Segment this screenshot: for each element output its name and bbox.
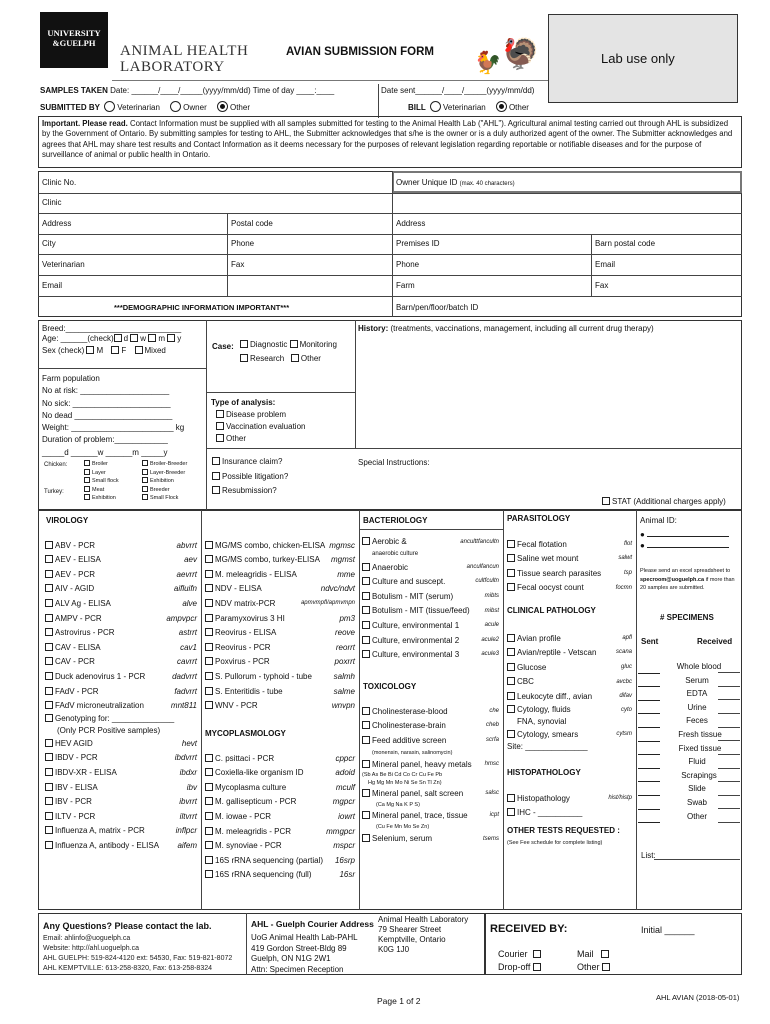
sick-field[interactable]: No sick: ______________________: [42, 398, 171, 408]
broiler-breeder-check[interactable]: [142, 460, 148, 466]
other-tests-heading: OTHER TESTS REQUESTED :: [507, 826, 620, 835]
sex-mixed-label: Mixed: [144, 346, 166, 355]
test-row[interactable]: IBDV-XR - ELISA ibdxr: [45, 765, 197, 780]
specimen-row[interactable]: Fixed tissue: [638, 742, 742, 756]
specimen-row[interactable]: Serum: [638, 674, 742, 688]
test-row[interactable]: Coxiella-like organism ID adoid: [205, 766, 355, 781]
questions-heading: Any Questions? Please contact the lab.: [43, 921, 212, 931]
date-sent-field[interactable]: Date sent______/____/_____(yyyy/mm/dd): [381, 86, 535, 95]
test-row[interactable]: Histopathology hist/histp: [507, 791, 632, 806]
sex-f-check[interactable]: [111, 346, 119, 354]
special-instructions-field[interactable]: Special Instructions:: [358, 458, 430, 467]
test-row[interactable]: S. Enteritidis - tube salme: [205, 684, 355, 699]
age-w-label: w: [140, 334, 147, 343]
received-col: Received: [697, 637, 733, 646]
test-row[interactable]: IHC - __________: [507, 806, 632, 821]
bacteriology-list: [362, 536, 499, 662]
kemptville-line: 79 Shearer Street: [378, 925, 442, 934]
barn-id-field[interactable]: Barn/pen/floor/batch ID: [396, 303, 479, 312]
litigation-check[interactable]: [212, 472, 220, 480]
courier-heading: AHL - Guelph Courier Address: [251, 919, 374, 929]
broiler-check[interactable]: [84, 460, 90, 466]
case-research-check[interactable]: [240, 354, 248, 362]
other-check[interactable]: [602, 963, 610, 971]
important-notice: [38, 116, 742, 168]
sent-col: Sent: [641, 637, 659, 646]
test-row[interactable]: NDV matrix-PCR apmvmpfl/apmvmpn: [205, 596, 355, 611]
history-label: History:: [358, 324, 389, 333]
radio-owner-label: Owner: [183, 103, 207, 112]
address-field[interactable]: Address: [42, 219, 72, 228]
exhibition-label: Exhibition: [92, 495, 116, 502]
owner-id-label: Owner Unique ID: [396, 178, 458, 187]
case-options-row2: [240, 354, 321, 363]
sex-f-label: F: [121, 346, 127, 355]
type-options: [216, 409, 305, 445]
test-row[interactable]: 16S rRNA sequencing (partial) 16srp: [205, 853, 355, 868]
test-row[interactable]: Mycoplasma culture mculf: [205, 780, 355, 795]
meat-label: Meat: [92, 486, 105, 493]
age-d-label: d: [123, 334, 129, 343]
lab-name-line1: ANIMAL HEALTH: [120, 43, 249, 59]
breed-field[interactable]: Breed:__________________________: [42, 324, 182, 333]
broiler-label: Broiler: [92, 461, 108, 467]
meat-check[interactable]: [84, 486, 90, 492]
farm-pop-block: [42, 373, 184, 459]
case-diagnostic-check[interactable]: [240, 340, 248, 348]
test-row[interactable]: MG/MS combo, turkey-ELISA mgmst: [205, 553, 355, 568]
university-logo: UNIVERSITY &GUELPH: [40, 12, 108, 68]
test-row[interactable]: M. iowae - PCR iowrt: [205, 809, 355, 824]
specimen-row[interactable]: EDTA: [638, 687, 742, 701]
clinic-field[interactable]: Clinic: [42, 198, 62, 207]
insurance-check[interactable]: [212, 457, 220, 465]
type-vaccination-label: Vaccination evaluation: [226, 422, 306, 431]
footer-contact-lines: [43, 934, 232, 974]
test-row[interactable]: AIV - AGID aifluifn: [45, 582, 197, 597]
stat-label: STAT (Additional charges apply): [612, 497, 726, 506]
test-row[interactable]: M. synoviae - PCR mspcr: [205, 839, 355, 854]
bill-row: [408, 101, 529, 112]
farm-pop-label: Farm population: [42, 374, 100, 383]
test-row[interactable]: Feed additive screen scrfa: [362, 733, 499, 748]
myco-list: [205, 751, 355, 882]
kemptville-line: Animal Health Laboratory: [378, 915, 469, 924]
layer-label: Layer: [92, 469, 106, 476]
test-row[interactable]: FAdV - PCR fadvrrt: [45, 684, 197, 699]
test-row[interactable]: Cytology, fluids cyto: [507, 704, 632, 716]
test-row[interactable]: IBV - PCR ibvrrt: [45, 795, 197, 810]
toxicology-heading: TOXICOLOGY: [363, 682, 417, 691]
lab-use-label: Lab use only: [601, 51, 675, 66]
case-research-label: Research: [250, 354, 285, 363]
footer-kemptville: AHL KEMPTVILLE: 613-258-8320, Fax: 613-258-8324: [43, 965, 213, 972]
specimen-row[interactable]: Fresh tissue: [638, 728, 742, 742]
age-d-check[interactable]: [114, 334, 122, 342]
bacteriology-heading: BACTERIOLOGY: [363, 516, 428, 525]
test-row[interactable]: Avian/reptile - Vetscan scana: [507, 646, 632, 661]
test-row[interactable]: Cytology, smears cytsm: [507, 728, 632, 741]
virology-heading: VIROLOGY: [46, 516, 89, 525]
test-row[interactable]: 16S rRNA sequencing (full) 16sr: [205, 868, 355, 883]
layer-breeder-check[interactable]: [142, 469, 148, 475]
age-m-check[interactable]: [148, 334, 156, 342]
age-w-check[interactable]: [130, 334, 138, 342]
test-row[interactable]: Avian profile apfl: [507, 631, 632, 646]
farm-phone-field[interactable]: Phone: [396, 260, 420, 269]
test-row[interactable]: Botulism - MIT (serum) mibts: [362, 589, 499, 604]
test-row[interactable]: HEV AGID hevt: [45, 736, 197, 751]
test-row[interactable]: FAdV microneutralization mnt811: [45, 699, 197, 714]
test-row[interactable]: ILTV - PCR iltvrrt: [45, 809, 197, 824]
dropoff-label: Drop-off: [498, 962, 531, 972]
samples-taken-label: SAMPLES TAKEN: [40, 86, 108, 95]
test-note: Hg Mg Mn Mo Ni Se Sn Tl Zn): [368, 780, 442, 787]
dead-field[interactable]: No dead ______________________: [42, 410, 173, 420]
spreadsheet-note: Please send an excel spreadsheet to specroom@uoguelph.ca if more than 20 samples are submitted.: [640, 568, 735, 591]
type-disease-label: Disease problem: [226, 410, 287, 419]
test-row[interactable]: Influenza A, antibody - ELISA aifem: [45, 838, 197, 853]
footer-email[interactable]: Email: ahlinfo@uoguelph.ca: [43, 935, 131, 942]
other-label: Other: [577, 962, 600, 972]
test-row[interactable]: M. meleagridis - ELISA mme: [205, 567, 355, 582]
email-field[interactable]: Email: [42, 281, 63, 290]
mail-label: Mail: [577, 949, 594, 959]
histopathology-heading: HISTOPATHOLOGY: [507, 768, 581, 777]
demographic-notice: ***DEMOGRAPHIC INFORMATION IMPORTANT***: [114, 303, 290, 312]
owner-id-field[interactable]: [396, 178, 515, 188]
exhibition-check[interactable]: [84, 494, 90, 500]
small-flock-check[interactable]: [84, 477, 90, 483]
clinic-no-field[interactable]: Clinic No.: [42, 178, 77, 187]
sex-row: [42, 346, 166, 355]
specimen-row[interactable]: Whole blood: [638, 660, 742, 674]
test-row[interactable]: Leukocyte diff., avian difav: [507, 689, 632, 704]
stat-check[interactable]: [602, 497, 610, 505]
weight-field[interactable]: Weight: _______________________ kg: [42, 423, 185, 433]
radio-owner[interactable]: [170, 101, 181, 112]
toxicology-list: [362, 704, 499, 846]
test-row[interactable]: WNV - PCR wnvpn: [205, 699, 355, 714]
test-row[interactable]: Cholinesterase-brain cheb: [362, 719, 499, 734]
test-row[interactable]: Reovirus - PCR reorrt: [205, 640, 355, 655]
age-row: [42, 334, 181, 343]
age-field[interactable]: Age: ______(check): [42, 334, 114, 343]
test-row[interactable]: CAV - PCR cavrrt: [45, 655, 197, 670]
test-row[interactable]: Tissue search parasites tsp: [507, 566, 632, 581]
test-row[interactable]: Culture, environmental 1 acule: [362, 618, 499, 633]
test-row[interactable]: AEV - PCR aevrrt: [45, 567, 197, 582]
received-options: [498, 948, 543, 974]
turkey-icon: 🦃: [502, 38, 540, 71]
initial-field[interactable]: Initial ______: [641, 925, 695, 935]
bird-icon: 🐓: [474, 50, 502, 75]
type-label: Type of analysis:: [211, 398, 276, 407]
test-row[interactable]: Mineral panel, trace, tissue icpt: [362, 810, 499, 822]
test-row[interactable]: IBV - ELISA ibv: [45, 780, 197, 795]
chicken-label: Chicken:: [44, 462, 68, 468]
histo-list: [507, 791, 632, 820]
test-row[interactable]: Poxvirus - PCR poxrrt: [205, 655, 355, 670]
case-monitoring-label: Monitoring: [299, 340, 337, 349]
owner-id-note: (max. 40 characters): [459, 181, 515, 187]
myco-heading: MYCOPLASMOLOGY: [205, 729, 286, 738]
type-vaccination-check[interactable]: [216, 422, 224, 430]
exhibition2-check[interactable]: [142, 477, 148, 483]
footer-website[interactable]: Website: http://ahl.uoguelph.ca: [43, 945, 139, 952]
test-row[interactable]: Culture, environmental 3 acule3: [362, 648, 499, 663]
phone-field[interactable]: Phone: [231, 239, 255, 248]
sex-m-label: M: [96, 346, 104, 355]
specimen-row[interactable]: Urine: [638, 701, 742, 715]
case-other-check[interactable]: [291, 354, 299, 362]
test-row[interactable]: Fecal flotation flot: [507, 537, 632, 552]
claim-options: [212, 455, 288, 499]
test-row[interactable]: MG/MS combo, chicken-ELISA mgmsc: [205, 538, 355, 553]
case-other-label: Other: [300, 354, 321, 363]
sex-m-check[interactable]: [86, 346, 94, 354]
test-row[interactable]: Aerobic & anculttfancultn: [362, 536, 499, 548]
specimen-row[interactable]: Feces: [638, 714, 742, 728]
kemptville-address: [378, 915, 468, 955]
type-disease-check[interactable]: [216, 410, 224, 418]
radio-other[interactable]: [217, 101, 228, 112]
test-row[interactable]: Astrovirus - PCR astrrt: [45, 626, 197, 641]
test-row[interactable]: Influenza A, matrix - PCR inflpcr: [45, 824, 197, 839]
duration-units-field[interactable]: _____d ______w ______m _____y: [42, 447, 168, 457]
mail-check[interactable]: [601, 950, 609, 958]
insurance-label: Insurance claim?: [222, 457, 283, 466]
bill-vet-label: Veterinarian: [443, 103, 486, 112]
kemptville-line: K0G 1J0: [378, 945, 410, 954]
barn-postal-field[interactable]: Barn postal code: [595, 239, 656, 248]
case-monitoring-check[interactable]: [290, 340, 298, 348]
resubmission-label: Resubmission?: [222, 486, 277, 495]
test-row[interactable]: S. Pullorum - typhoid - tube salmh: [205, 669, 355, 684]
case-diagnostic-label: Diagnostic: [250, 340, 288, 349]
history-note: (treatments, vaccinations, management, including all current drug therapy): [388, 324, 654, 333]
specimen-row[interactable]: Other: [638, 810, 742, 824]
exhibition2-label: Exhibition: [150, 478, 174, 485]
sex-mixed-check[interactable]: [135, 346, 143, 354]
footer-guelph: AHL GUELPH: 519-824-4120 ext: 54530, Fax: 519-821-8072: [43, 955, 233, 962]
date-taken-field[interactable]: Date: ______/____/_____(yyyy/mm/dd) Time of day ____:____: [110, 86, 335, 95]
age-y-label: y: [177, 334, 182, 343]
specimen-row[interactable]: Slide: [638, 782, 742, 796]
test-row[interactable]: AEV - ELISA aev: [45, 553, 197, 568]
bill-radio-other[interactable]: [496, 101, 507, 112]
dropoff-check[interactable]: [533, 963, 541, 971]
courier-line: UoG Animal Health Lab-PAHL: [251, 933, 358, 942]
test-row[interactable]: Duck adenovirus 1 - PCR dadvrrt: [45, 669, 197, 684]
test-row[interactable]: CBC avcbc: [507, 675, 632, 690]
bill-other-label: Other: [508, 103, 529, 112]
farm-address-field[interactable]: Address: [396, 219, 426, 228]
case-label: Case:: [212, 342, 234, 351]
broiler-breeder-label: Broiler-Breeder: [150, 461, 188, 467]
vet-field[interactable]: Veterinarian: [42, 260, 85, 269]
test-row[interactable]: Cholinesterase-blood che: [362, 704, 499, 719]
type-other-check[interactable]: [216, 434, 224, 442]
chicken-options: [84, 460, 119, 503]
test-note: (Ca Mg Na K P S): [376, 801, 420, 808]
litigation-label: Possible litigation?: [222, 471, 289, 481]
farm-fax-field[interactable]: Fax: [595, 281, 609, 290]
city-field[interactable]: City: [42, 239, 56, 248]
chicken-options-2: [142, 460, 187, 503]
test-note: (Cu Fe Mn Mo Se Zn): [376, 823, 430, 830]
test-row[interactable]: Culture, environmental 2 acule2: [362, 633, 499, 648]
test-row[interactable]: Paramyxovirus 3 HI pm3: [205, 611, 355, 626]
small-flock-label: Small flock: [92, 478, 119, 485]
page-number: Page 1 of 2: [377, 996, 421, 1006]
bill-label: BILL: [408, 103, 426, 112]
test-row[interactable]: Glucose gluc: [507, 660, 632, 675]
duration-field[interactable]: Duration of problem:____________: [42, 435, 168, 445]
layer-check[interactable]: [84, 469, 90, 475]
clinical-list: [507, 631, 632, 753]
test-row[interactable]: M. gallisepticum - PCR mgpcr: [205, 795, 355, 810]
test-row[interactable]: Fecal oocyst count focmn: [507, 581, 632, 596]
test-row[interactable]: Mineral panel, heavy metals hmsc: [362, 759, 499, 771]
animal-id-bullets[interactable]: ● ●: [640, 529, 729, 551]
test-note: (Sb As Be Bi Cd Co Cr Cu Fe Pb: [362, 771, 443, 778]
test-row[interactable]: C. psittaci - PCR cppcr: [205, 751, 355, 766]
courier-label: Courier: [498, 949, 528, 959]
breeder-check[interactable]: [142, 486, 148, 492]
test-row[interactable]: IBDV - PCR ibdvrrt: [45, 751, 197, 766]
courier-line: Guelph, ON N1G 2W1: [251, 954, 331, 963]
bill-radio-vet[interactable]: [430, 101, 441, 112]
sex-label: Sex (check): [42, 346, 85, 355]
courier-line: Attn: Specimen Reception: [251, 964, 344, 974]
specroom-email[interactable]: specroom@uoguelph.ca: [640, 576, 705, 583]
type-other-label: Other: [226, 434, 247, 443]
test-note: (Only PCR Positive samples): [57, 725, 161, 735]
test-row[interactable]: Saline wet mount salwt: [507, 552, 632, 567]
submitted-by-row: [40, 101, 250, 112]
test-row[interactable]: Anaerobic anculfancun: [362, 560, 499, 575]
submitted-by-label: SUBMITTED BY: [40, 103, 100, 112]
history-field[interactable]: [358, 324, 654, 333]
form-code: AHL AVIAN (2018-05-01): [656, 993, 740, 1002]
premises-field[interactable]: Premises ID: [396, 239, 440, 248]
received-heading: RECEIVED BY:: [490, 923, 568, 935]
courier-check[interactable]: [533, 950, 541, 958]
specimen-row[interactable]: Fluid: [638, 755, 742, 769]
test-note: (monensin, narasin, salinomycin): [372, 750, 453, 757]
test-row[interactable]: ALV Ag - ELISA alve: [45, 596, 197, 611]
test-note: anaerobic culture: [372, 550, 419, 557]
at-risk-field[interactable]: No at risk: ____________________: [42, 386, 170, 396]
kemptville-line: Kemptville, Ontario: [378, 935, 446, 944]
specimen-row[interactable]: Swab: [638, 796, 742, 810]
samples-taken-row: [40, 86, 334, 95]
radio-other-label: Other: [229, 103, 250, 112]
fax-field[interactable]: Fax: [231, 260, 245, 269]
specimens-list: [638, 660, 742, 823]
age-y-check[interactable]: [167, 334, 175, 342]
stat-row: [602, 497, 726, 506]
breeder-label: Breeder: [150, 486, 170, 493]
courier-line: 419 Gordon Street-Bldg 89: [251, 943, 347, 953]
parasitology-heading: PARASITOLOGY: [507, 514, 571, 523]
small-flock2-label: Small Flock: [150, 495, 179, 502]
important-text: Contact Information must be supplied with all samples submitted for testing to the Animal Health Lab ("AHL"). Agricultural animal testing carried out through AHL is subsidized by the Government of Ontario. By submitting samples for testing to AHL, the Submitter acknowledges that s/he is the owner or is a duly authorized agent of the owner. The Submitter acknowledges and agrees that AHL may share test results and Contact Information as it deems necessary for the purposes of relevant legislation regarding reportable or notifiable diseases and for the purpose of surveillance of animal or public health in Ontario.: [42, 119, 733, 159]
radio-vet-label: Veterinarian: [117, 103, 160, 112]
virology-list-2: [205, 538, 355, 713]
test-row[interactable]: Selenium, serum tsems: [362, 832, 499, 847]
test-note: FNA, synovial: [517, 717, 567, 727]
other-tests-note: (See Fee schedule for complete listing): [507, 840, 603, 846]
list-field[interactable]: List:: [641, 851, 656, 860]
received-options-2: [577, 948, 612, 974]
test-row[interactable]: Mineral panel, salt screen salsc: [362, 788, 499, 800]
age-m-label: m: [158, 334, 165, 343]
specimen-row[interactable]: Scrapings: [638, 769, 742, 783]
test-row[interactable]: Reovirus - ELISA reove: [205, 626, 355, 641]
case-options-row1: [240, 340, 337, 349]
form-title: AVIAN SUBMISSION FORM: [286, 46, 435, 58]
postal-field[interactable]: Postal code: [231, 219, 273, 228]
animal-id-label: Animal ID:: [640, 516, 677, 525]
turkey-label: Turkey:: [44, 489, 64, 495]
lab-name: [120, 44, 248, 76]
resubmission-check[interactable]: [212, 486, 220, 494]
test-row[interactable]: Culture and suscept. cultfcultn: [362, 575, 499, 590]
test-row[interactable]: NDV - ELISA ndvc/ndvt: [205, 582, 355, 597]
radio-vet[interactable]: [104, 101, 115, 112]
test-row[interactable]: CAV - ELISA cav1: [45, 640, 197, 655]
courier-address: [251, 933, 358, 975]
test-row[interactable]: Genotyping for: ______________: [45, 713, 197, 724]
virology-list: [45, 538, 197, 853]
farm-field[interactable]: Farm: [396, 281, 415, 290]
lab-name-line2: LABORATORY: [120, 58, 225, 75]
test-row[interactable]: AMPV - PCR ampvpcr: [45, 611, 197, 626]
specimens-heading: # SPECIMENS: [660, 613, 714, 622]
layer-breeder-label: Layer-Breeder: [150, 469, 186, 476]
parasitology-list: [507, 537, 632, 595]
test-row[interactable]: M. meleagridis - PCR mmgpcr: [205, 824, 355, 839]
test-row[interactable]: Botulism - MIT (tissue/feed) mibst: [362, 604, 499, 619]
clinical-pathology-heading: CLINICAL PATHOLOGY: [507, 606, 596, 615]
farm-email-field[interactable]: Email: [595, 260, 616, 269]
small-flock2-check[interactable]: [142, 494, 148, 500]
site-field[interactable]: Site: ______________: [507, 742, 588, 752]
important-heading: Important. Please read.: [42, 119, 128, 128]
test-row[interactable]: ABV - PCR abvrrt: [45, 538, 197, 553]
